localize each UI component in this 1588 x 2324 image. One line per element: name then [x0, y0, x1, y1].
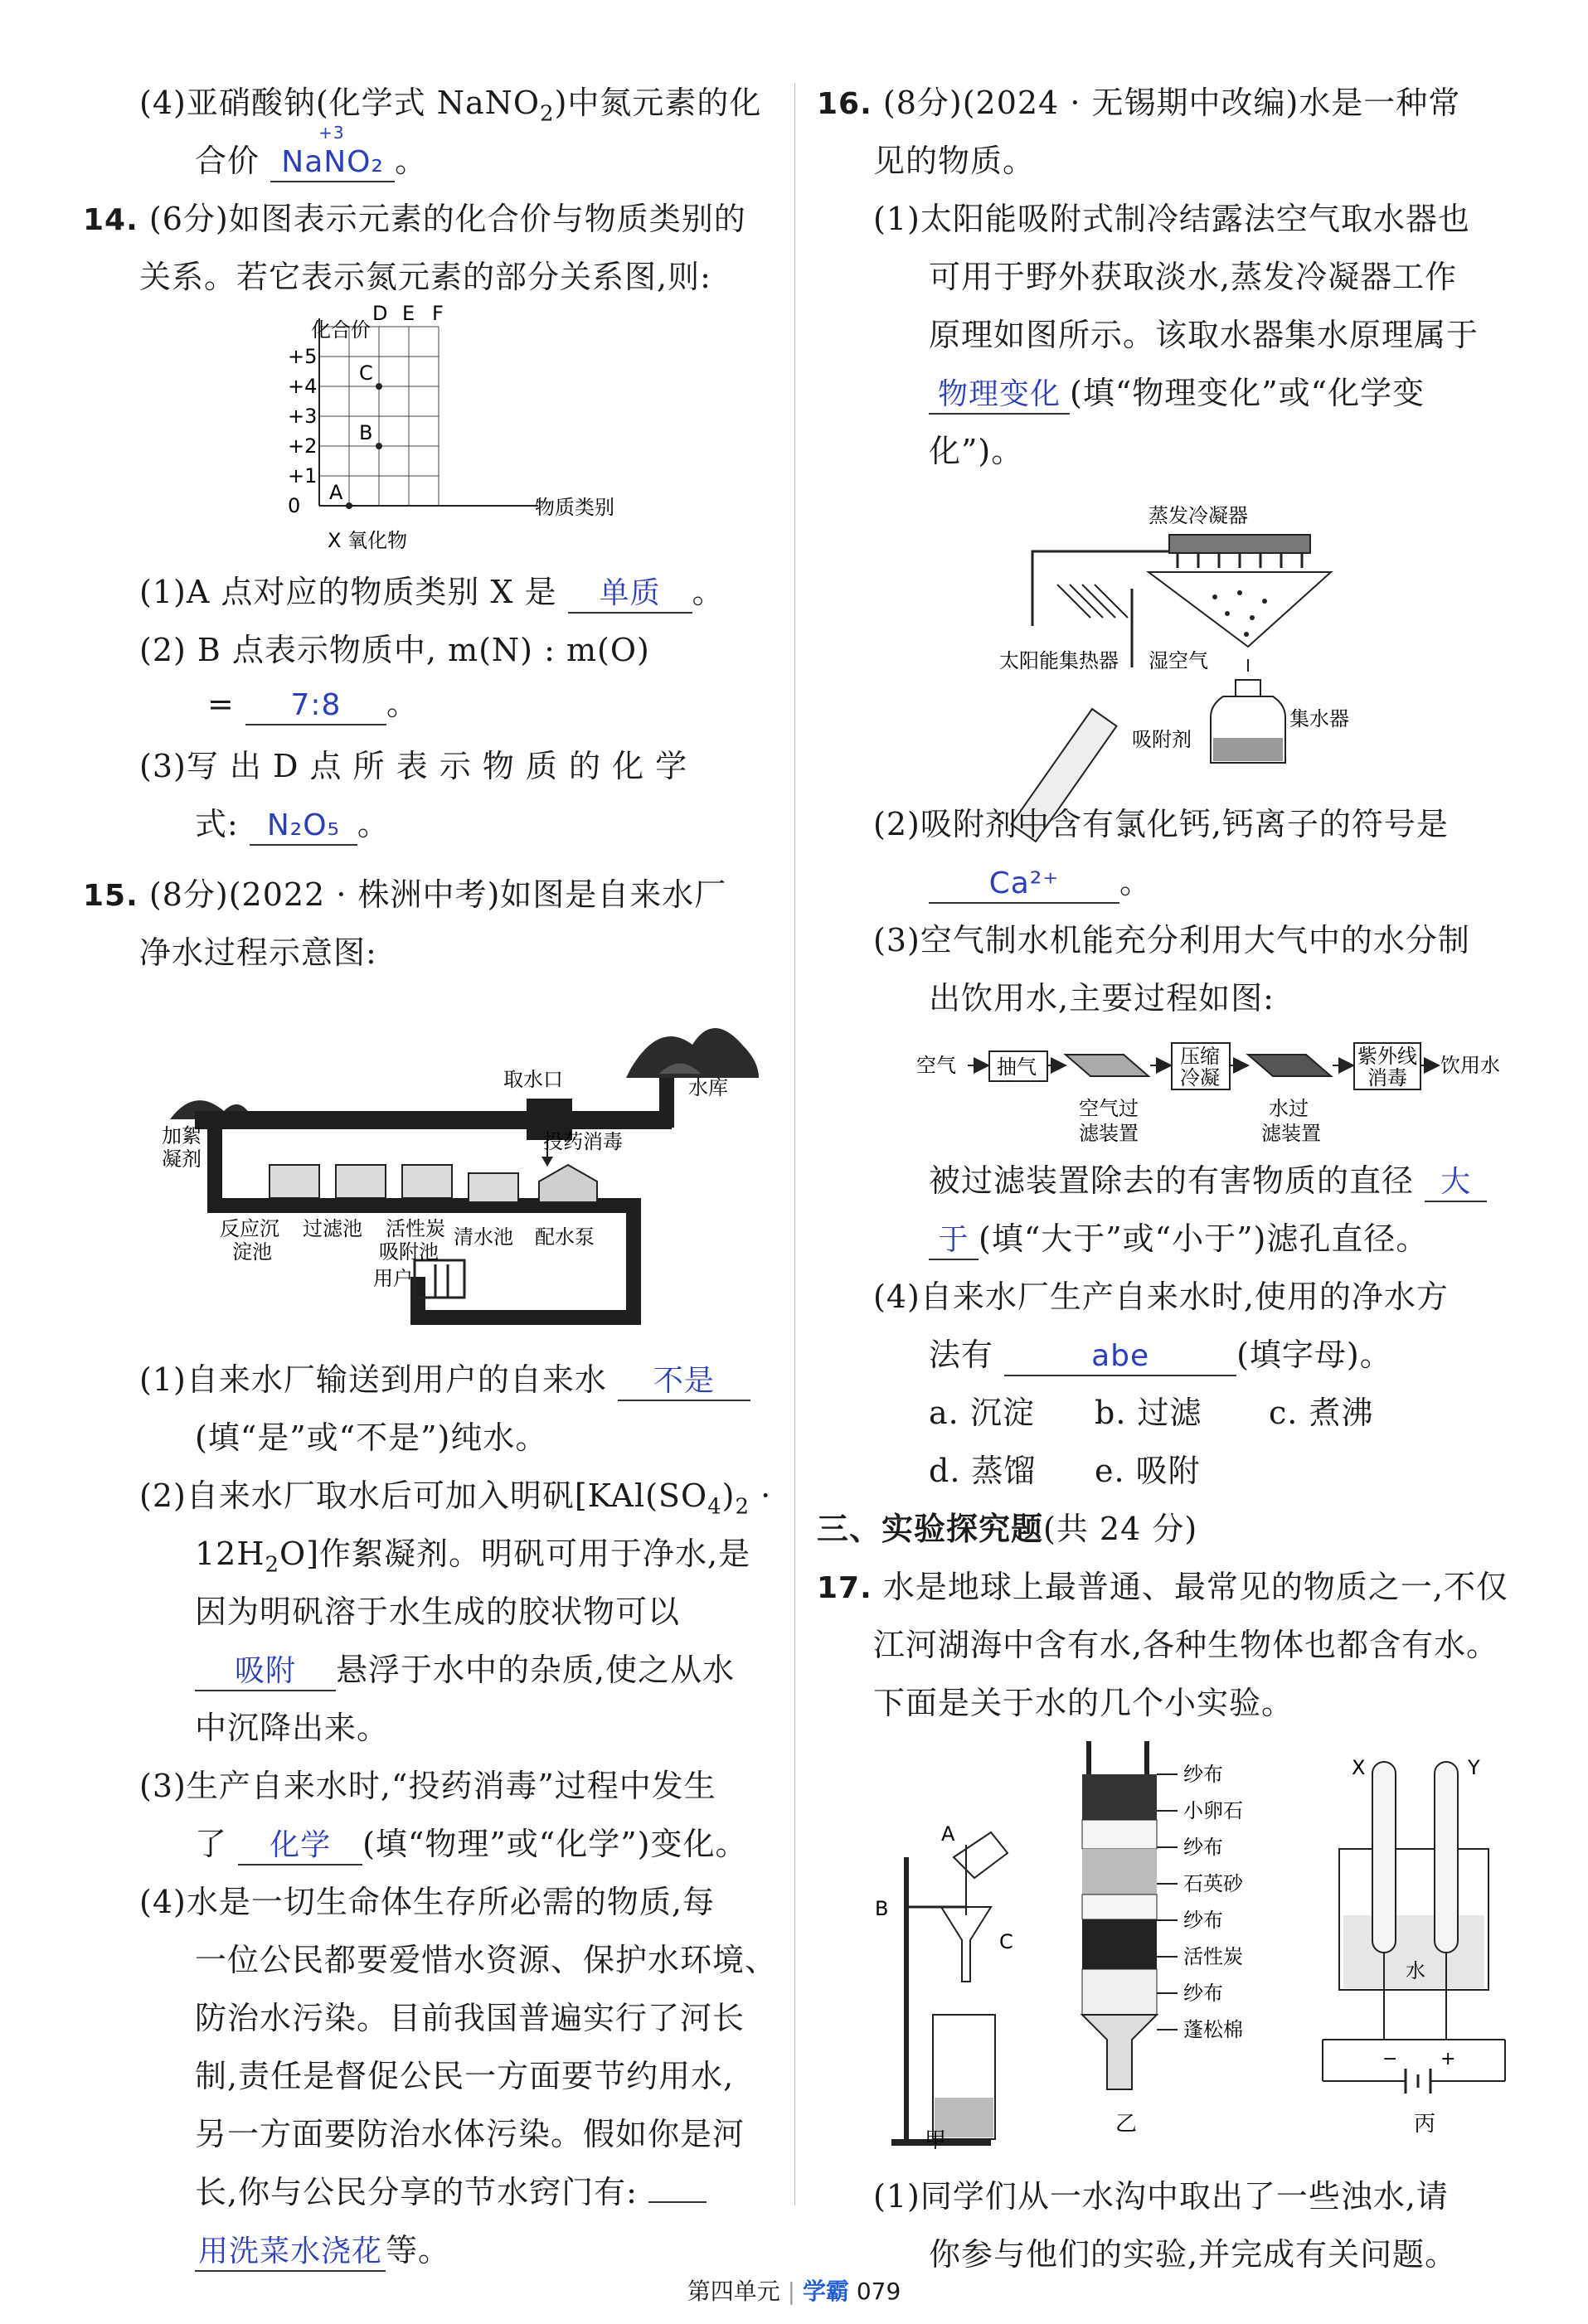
layer-label: 纱布 — [1183, 1763, 1223, 1786]
label-flocculant-1: 加絮 — [162, 1124, 202, 1147]
chart-ytick: +5 — [288, 345, 318, 368]
chart-col-label: D — [372, 302, 388, 325]
flow-pump: 抽气 — [997, 1055, 1037, 1079]
flow-waterfilter-2: 滤装置 — [1261, 1122, 1321, 1145]
label-collector: 太阳能集热器 — [999, 649, 1119, 672]
chart-ylabel: 化合价 — [311, 318, 371, 342]
q14-p3: (3)写 出 D 点 所 表 示 物 质 的 化 学 — [139, 748, 688, 784]
q14-line2: 关系。若它表示氮元素的部分关系图,则: — [139, 259, 711, 295]
q16-p3-line2: 出饮用水,主要过程如图: — [929, 980, 1275, 1016]
chart-ytick: +2 — [288, 434, 318, 458]
layer-label: 纱布 — [1183, 1836, 1223, 1859]
fig-label-water: 水 — [1406, 1959, 1425, 1982]
chart-point-label: B — [359, 421, 373, 444]
air-water-flow-diagram — [916, 1036, 1505, 1144]
q15-p1-line2: (填“是”或“不是”)纯水。 — [195, 1419, 548, 1456]
layer-label: 纱布 — [1183, 1982, 1223, 2005]
q16-options-row2 — [929, 1451, 1201, 1491]
label-reservoir: 水库 — [688, 1076, 728, 1099]
label-water-tank: 集水器 — [1289, 707, 1349, 730]
chart-xlabel: 物质类别 — [535, 496, 614, 519]
column-divider — [794, 83, 795, 2205]
chart-point-label: A — [329, 481, 343, 504]
q14-p3-line2: 式: N₂O₅ 。 — [195, 804, 390, 846]
q16-line1: 16. (8分)(2024 · 无锡期中改编)水是一种常 — [817, 85, 1461, 121]
fig-jia: 甲 — [925, 2128, 947, 2153]
chart-ytick: 0 — [288, 494, 301, 517]
q14-line1: 14. (6分)如图表示元素的化合价与物质类别的 — [83, 201, 746, 237]
q14-p2: (2) B 点表示物质中, m(N) : m(O) — [139, 632, 650, 668]
q16-options-row1 — [929, 1393, 1373, 1433]
q14-p1-answer: 单质 — [568, 575, 692, 614]
option-b: b. 过滤 — [1095, 1395, 1202, 1431]
q15-p4-line4: 制,责任是督促公民一方面要节约用水, — [195, 2058, 735, 2094]
label-clear-water: 清水池 — [454, 1225, 513, 1249]
layer-label: 石英砂 — [1183, 1872, 1243, 1895]
water-experiments-figure — [875, 1741, 1505, 2164]
chart-point-c — [376, 383, 382, 390]
fig-minus: − — [1382, 2049, 1398, 2069]
chart-col-label: E — [402, 302, 415, 325]
fig-label-c: C — [999, 1930, 1013, 1953]
footer-page: 079 — [856, 2278, 901, 2305]
label-disinfect: 投药消毒 — [543, 1130, 623, 1153]
label-sedimentation-1: 反应沉 — [220, 1217, 279, 1240]
q16-p2-line2: Ca²⁺ 。 — [929, 862, 1152, 904]
q15-p4-answer-line — [648, 2201, 707, 2203]
option-d: d. 蒸馏 — [929, 1453, 1037, 1489]
q15-p2-line4: 吸附 悬浮于水中的杂质,使之从水 — [195, 1650, 735, 1691]
fig-label-b: B — [875, 1897, 889, 1920]
q16-p3-answer-b: 于 — [929, 1222, 979, 1260]
q16-p3-line4: 于 (填“大于”或“小于”)滤孔直径。 — [929, 1219, 1428, 1260]
chart-ytick: +3 — [288, 405, 318, 428]
flow-compress-2: 冷凝 — [1180, 1066, 1220, 1089]
q15-p3-line2: 了 化学 (填“物理”或“化学”)变化。 — [195, 1824, 747, 1866]
q16-p1-line4: 物理变化 (填“物理变化”或“化学变 — [929, 373, 1425, 415]
flow-compress-1: 压缩 — [1180, 1045, 1220, 1068]
q16-p1-line2: 可用于野外获取淡水,蒸发冷凝器工作 — [929, 259, 1458, 295]
q16-p4-line2: 法有 abe (填字母)。 — [929, 1335, 1392, 1376]
chart-ytick: +1 — [288, 464, 318, 488]
q16-p1-line3: 原理如图所示。该取水器集水原理属于 — [929, 317, 1479, 353]
chart-col-label: F — [432, 302, 444, 325]
q15-line1: 15. (8分)(2022 · 株洲中考)如图是自来水厂 — [83, 876, 727, 913]
q16-p1-answer: 物理变化 — [929, 376, 1070, 415]
fig-label-a: A — [941, 1822, 955, 1846]
label-user: 用户 — [373, 1267, 413, 1290]
label-pump: 配水泵 — [535, 1225, 595, 1249]
flow-air: 空气 — [916, 1054, 956, 1077]
layer-label: 蓬松棉 — [1183, 2018, 1243, 2041]
layer-label: 纱布 — [1183, 1909, 1223, 1932]
q14-p3-answer: N₂O₅ — [250, 808, 357, 846]
q15-p2-line5: 中沉降出来。 — [195, 1710, 390, 1746]
q16-line2: 见的物质。 — [873, 143, 1036, 179]
label-filter: 过滤池 — [303, 1217, 362, 1240]
q15-p4-line6: 长,你与公民分享的节水窍门有: — [195, 2172, 707, 2212]
q15-p3-answer: 化学 — [238, 1827, 362, 1866]
q15-p3-line1: (3)生产自来水时,“投药消毒”过程中发生 — [139, 1768, 716, 1804]
q16-p1-line1: (1)太阳能吸附式制冷结露法空气取水器也 — [873, 201, 1470, 237]
q15-p4-line5: 另一方面要防治水体污染。假如你是河 — [195, 2116, 745, 2152]
q14-p2-line2: = 7:8 。 — [207, 684, 419, 725]
q16-p1-line5: 化”)。 — [929, 433, 1024, 469]
footer-unit: 第四单元 — [687, 2278, 780, 2305]
q15-p1: (1)自来水厂输送到用户的自来水 不是 — [139, 1360, 750, 1401]
q15-p4-line2: 一位公民都要爱惜水资源、保护水环境、 — [195, 1942, 778, 1978]
label-sedimentation-2: 淀池 — [232, 1240, 272, 1264]
fig-label-x: X — [1352, 1756, 1366, 1779]
q17-p1-line1: (1)同学们从一水沟中取出了一些浊水,请 — [873, 2178, 1449, 2215]
q14-p1: (1)A 点对应的物质类别 X 是 单质 。 — [139, 572, 725, 614]
q15-p4-line1: (4)水是一切生命体生存所必需的物质,每 — [139, 1884, 715, 1920]
q17-p1-line2: 你参与他们的实验,并完成有关问题。 — [929, 2236, 1458, 2273]
chart-point-a — [346, 502, 352, 509]
fig-label-y: Y — [1468, 1756, 1480, 1779]
water-plant-diagram — [162, 995, 759, 1343]
label-condenser: 蒸发冷凝器 — [1149, 504, 1248, 527]
flow-uv-1: 紫外线 — [1357, 1045, 1417, 1068]
layer-label: 活性炭 — [1183, 1945, 1243, 1968]
q16-p4-line1: (4)自来水厂生产自来水时,使用的净水方 — [873, 1278, 1449, 1315]
layer-label: 小卵石 — [1183, 1799, 1243, 1822]
label-intake: 取水口 — [503, 1068, 563, 1091]
q16-p3-answer-a: 大 — [1425, 1164, 1487, 1202]
label-flocculant-2: 凝剂 — [162, 1147, 202, 1171]
q17-line2: 江河湖海中含有水,各种生物体也都含有水。 — [873, 1627, 1499, 1663]
q15-p2-line3: 因为明矾溶于水生成的胶状物可以 — [195, 1594, 681, 1630]
q16-p4-answer: abe — [1004, 1338, 1236, 1376]
label-adsorbent: 吸附剂 — [1132, 728, 1192, 751]
fig-plus: + — [1440, 2049, 1456, 2069]
q16-p2-line1: (2)吸附剂中含有氯化钙,钙离子的符号是 — [873, 806, 1449, 842]
page-footer: 第四单元 | 学霸 079 — [687, 2278, 901, 2305]
flow-waterfilter-1: 水过 — [1269, 1097, 1309, 1120]
fig-bing: 丙 — [1414, 2112, 1436, 2137]
q16-p3-line1: (3)空气制水机能充分利用大气中的水分制 — [873, 922, 1470, 958]
q15-p2-line1: (2)自来水厂取水后可加入明矾[$KAl(SO_4)_2$ · — [139, 1477, 772, 1520]
flow-uv-2: 消毒 — [1367, 1066, 1407, 1089]
q16-p3-line3: 被过滤装置除去的有害物质的直径 大 — [929, 1161, 1487, 1202]
q15-p1-answer: 不是 — [618, 1363, 750, 1401]
chart-ytick: +4 — [288, 375, 318, 398]
label-humid-air: 湿空气 — [1149, 649, 1208, 672]
q17-line1: 17. 水是地球上最普通、最常见的物质之一,不仅 — [817, 1569, 1508, 1605]
section-title: 三、实验探究题(共 24 分) — [817, 1511, 1198, 1547]
q13-4-answer: +3 NaNO₂ — [270, 144, 395, 182]
flow-airfilter-1: 空气过 — [1079, 1097, 1139, 1120]
fig-yi: 乙 — [1115, 2112, 1138, 2137]
q15-p4-line7: 用洗菜水浇花 等。 — [195, 2230, 450, 2272]
label-carbon-1: 活性炭 — [386, 1217, 445, 1240]
footer-brand: 学霸 — [802, 2278, 849, 2305]
q15-p2-answer: 吸附 — [195, 1653, 336, 1691]
q13-4-line2: 合价 +3 NaNO₂ 。 — [195, 141, 427, 182]
flow-drink: 饮用水 — [1440, 1054, 1500, 1077]
q14-p2-answer: 7:8 — [245, 687, 386, 725]
flow-airfilter-2: 滤装置 — [1079, 1122, 1139, 1145]
valence-chart — [245, 302, 643, 556]
option-e: e. 吸附 — [1095, 1453, 1201, 1489]
label-carbon-2: 吸附池 — [379, 1240, 439, 1264]
q15-p4-line3: 防治水污染。目前我国普遍实行了河长 — [195, 2000, 745, 2036]
q15-p4-answer: 用洗菜水浇花 — [195, 2234, 386, 2272]
q15-p2-line2: $12H_2O$]作絮凝剂。明矾可用于净水,是 — [195, 1536, 751, 1578]
q15-line2: 净水过程示意图: — [139, 934, 377, 971]
q13-4-line1: (4)亚硝酸钠(化学式 NaNO$_2$)中氮元素的化 — [139, 85, 762, 127]
option-a: a. 沉淀 — [929, 1395, 1035, 1431]
chart-x-first: X 氧化物 — [328, 529, 408, 552]
q16-p2-answer: Ca²⁺ — [929, 866, 1119, 904]
chart-point-label: C — [359, 361, 373, 385]
condenser-device-diagram — [999, 489, 1447, 796]
q17-line3: 下面是关于水的几个小实验。 — [873, 1685, 1294, 1721]
chart-point-b — [376, 443, 382, 449]
option-c: c. 煮沸 — [1269, 1395, 1374, 1431]
